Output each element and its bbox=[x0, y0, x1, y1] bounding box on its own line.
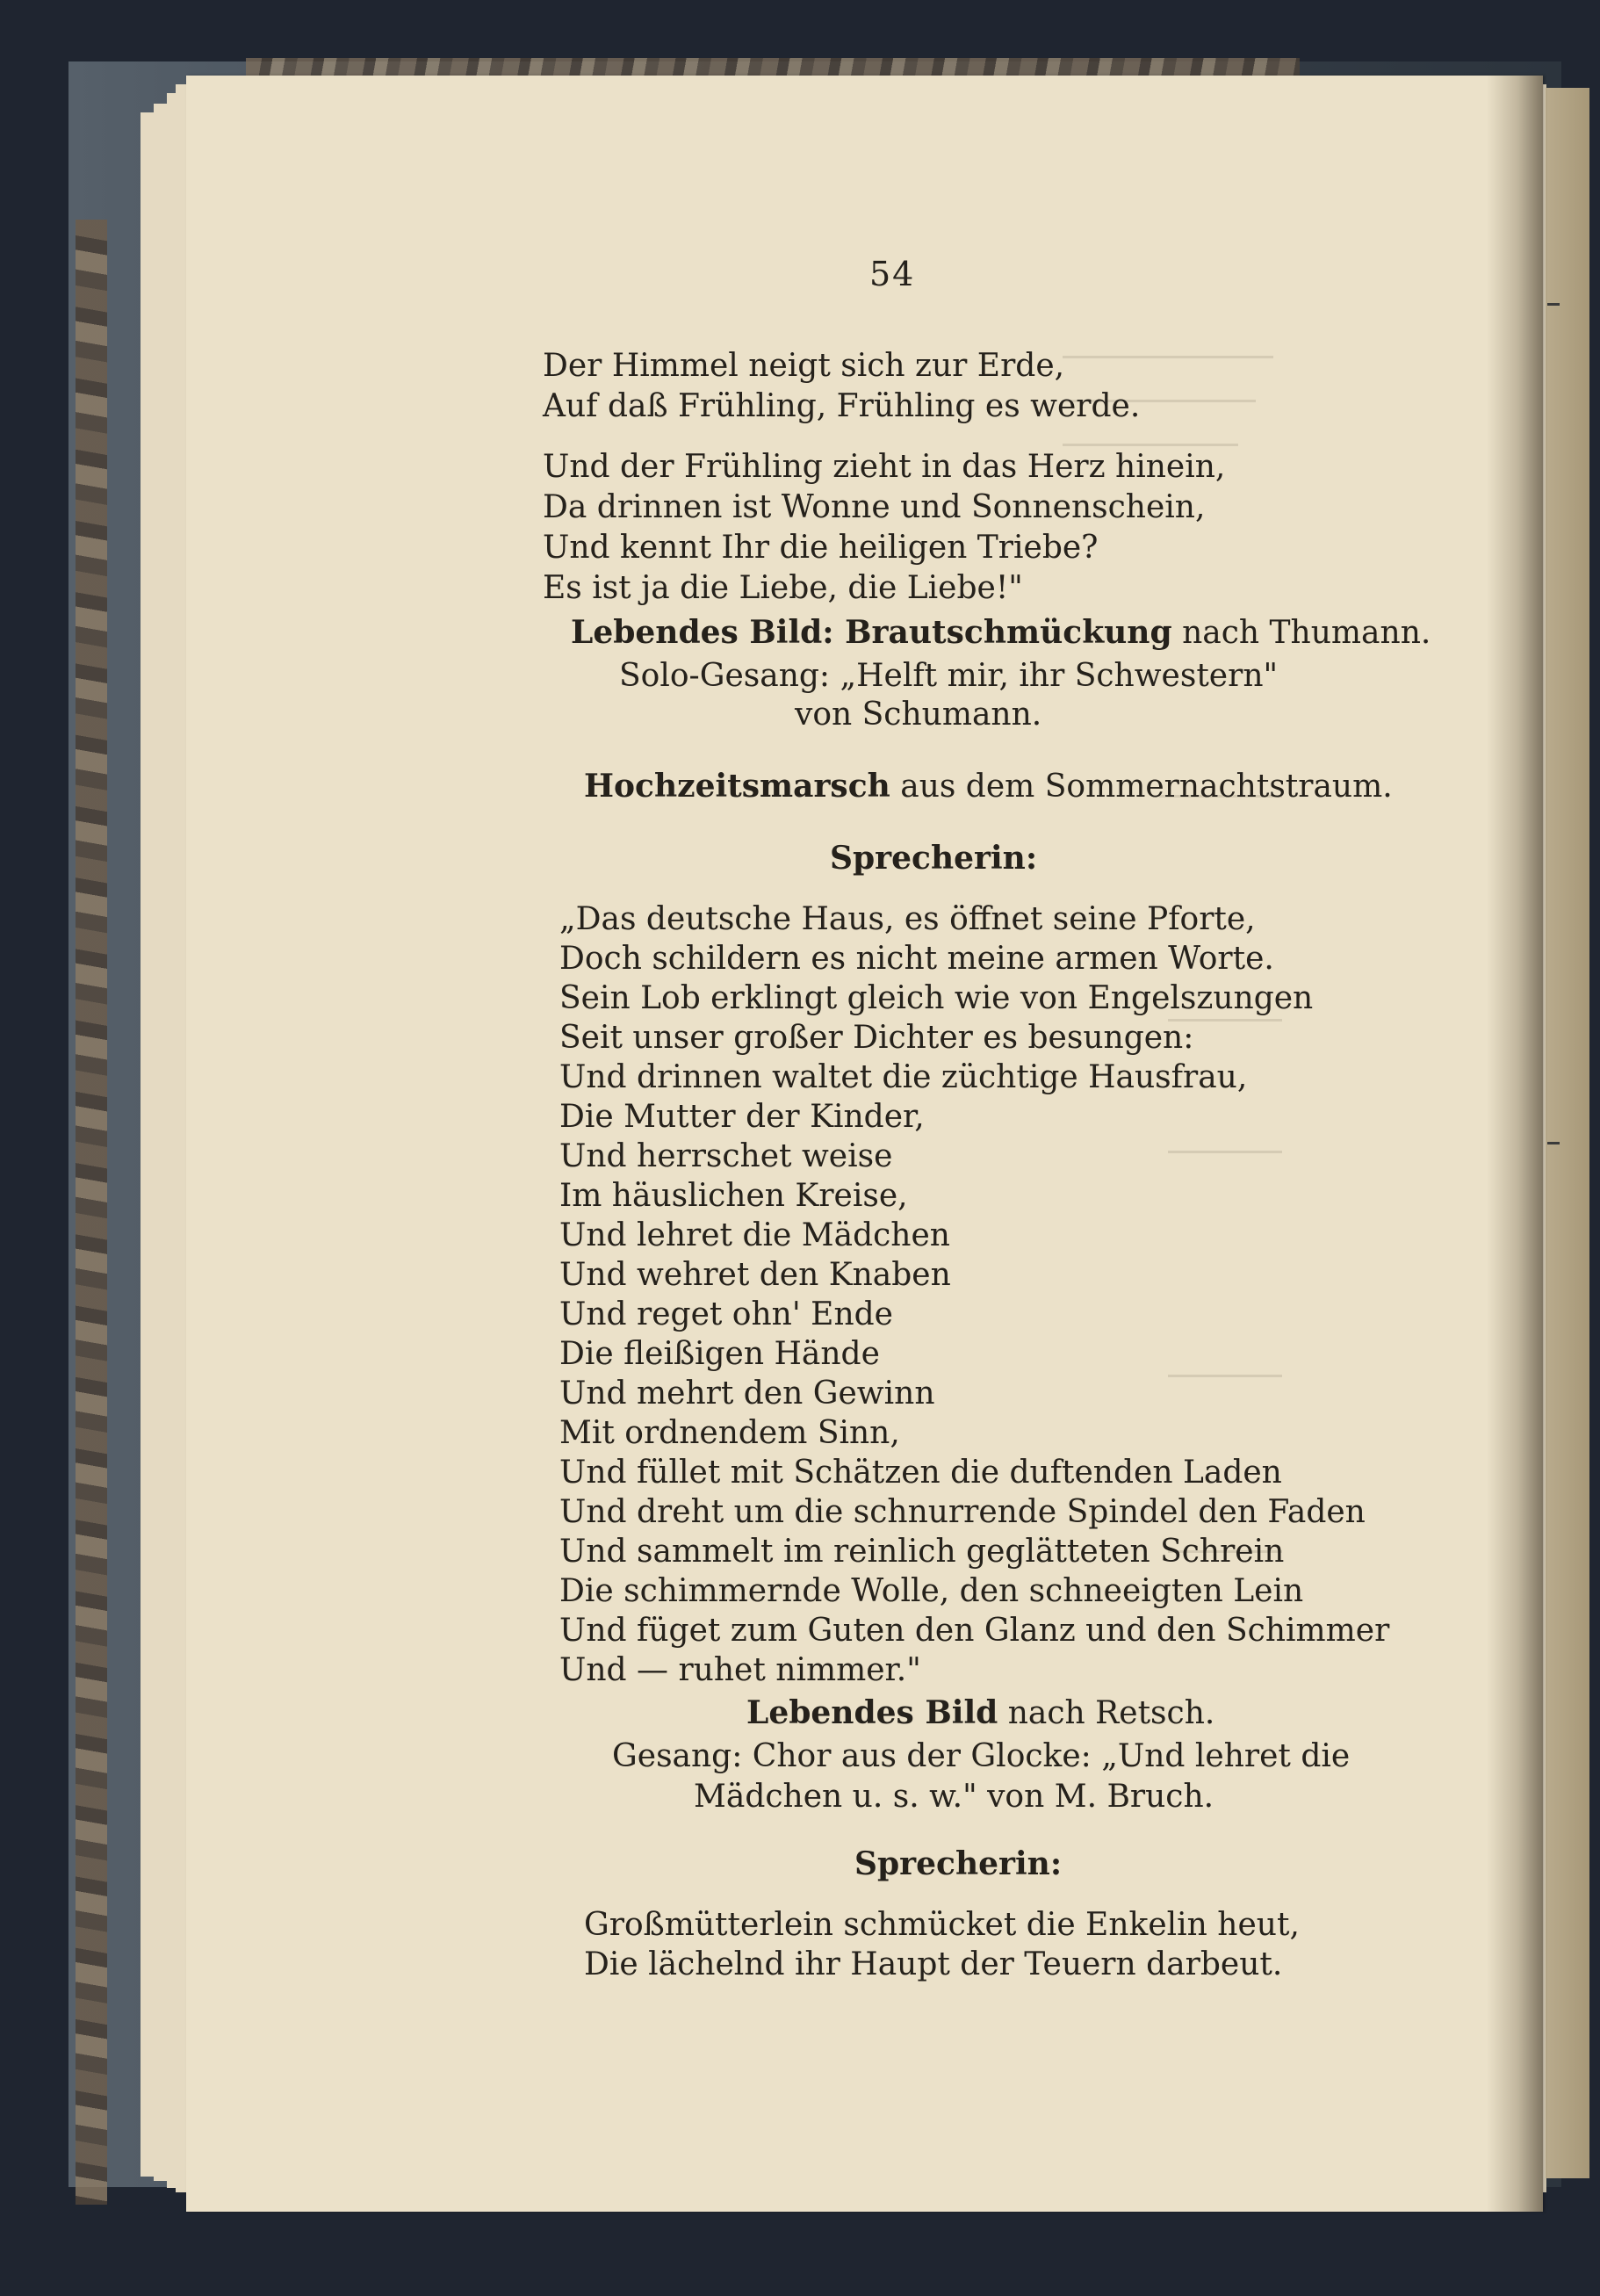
text-line: Der Himmel neigt sich zur Erde, bbox=[543, 348, 1065, 384]
text-line: Mit ordnendem Sinn, bbox=[559, 1415, 900, 1451]
text-line: Und lehret die Mädchen bbox=[559, 1217, 950, 1253]
text-line: Und sammelt im reinlich geglätteten Schrein bbox=[559, 1534, 1285, 1570]
stage-direction-rest: nach Retsch. bbox=[998, 1695, 1215, 1731]
text-line: Und füllet mit Schätzen die duftenden Laden bbox=[559, 1455, 1282, 1491]
text-line: Gesang: Chor aus der Glocke: „Und lehret die bbox=[612, 1738, 1351, 1774]
speaker-heading-bold: Sprecherin: bbox=[830, 840, 1038, 877]
text-line: Die schimmernde Wolle, den schneeigten Lein bbox=[559, 1573, 1304, 1609]
text-line: Großmütterlein schmücket die Enkelin heut, bbox=[584, 1907, 1300, 1943]
stage-direction bbox=[746, 1693, 1214, 1733]
stage-direction-rest: nach Thumann. bbox=[1171, 615, 1431, 651]
text-line: Es ist ja die Liebe, die Liebe!" bbox=[543, 570, 1023, 606]
text-line: Im häuslichen Kreise, bbox=[559, 1178, 908, 1214]
speaker-heading bbox=[830, 839, 1037, 878]
text-line: „Das deutsche Haus, es öffnet seine Pforte, bbox=[559, 901, 1256, 937]
text-line: Doch schildern es nicht meine armen Worte. bbox=[559, 941, 1274, 977]
text-line: Und mehrt den Gewinn bbox=[559, 1375, 935, 1412]
text-line: Und reget ohn' Ende bbox=[559, 1296, 893, 1332]
text-line: Die Mutter der Kinder, bbox=[559, 1099, 925, 1135]
text-line: Und drinnen waltet die züchtige Hausfrau, bbox=[559, 1059, 1248, 1095]
speaker-heading bbox=[854, 1845, 1062, 1884]
text-line: Seit unser großer Dichter es besungen: bbox=[559, 1020, 1194, 1056]
text-line: Sein Lob erklingt gleich wie von Engelszungen bbox=[559, 980, 1314, 1016]
text-line: Und herrschet weise bbox=[559, 1138, 893, 1174]
stage-direction-bold: Hochzeitsmarsch bbox=[584, 768, 890, 805]
page-number: 54 bbox=[869, 255, 916, 293]
text-line: Solo-Gesang: „Helft mir, ihr Schwestern" bbox=[619, 658, 1279, 694]
text-line: Auf daß Frühling, Frühling es werde. bbox=[543, 388, 1141, 424]
text-line: Und — ruhet nimmer." bbox=[559, 1652, 921, 1688]
text-line: Und füget zum Guten den Glanz und den Schimmer bbox=[559, 1613, 1390, 1649]
stage-direction bbox=[584, 767, 1393, 806]
text-line: Und dreht um die schnurrende Spindel den Faden bbox=[559, 1494, 1366, 1530]
text-line: Die fleißigen Hände bbox=[559, 1336, 880, 1372]
stage-direction-bold: Lebendes Bild bbox=[746, 1694, 998, 1731]
text-line: von Schumann. bbox=[795, 697, 1042, 733]
text-line: Da drinnen ist Wonne und Sonnenschein, bbox=[543, 489, 1206, 525]
text-line: Und der Frühling zieht in das Herz hinein, bbox=[543, 449, 1226, 485]
text-line: Mädchen u. s. w." von M. Bruch. bbox=[694, 1779, 1214, 1815]
stage-direction bbox=[571, 613, 1431, 653]
speaker-heading-bold: Sprecherin: bbox=[854, 1845, 1063, 1882]
stage-direction-rest: aus dem Sommernachtstraum. bbox=[890, 769, 1393, 805]
text-line: Und wehret den Knaben bbox=[559, 1257, 951, 1293]
stage-direction-bold: Lebendes Bild: Brautschmückung bbox=[571, 614, 1172, 651]
text-line: Die lächelnd ihr Haupt der Teuern darbeut. bbox=[584, 1946, 1283, 1982]
text-line: Und kennt Ihr die heiligen Triebe? bbox=[543, 530, 1099, 566]
